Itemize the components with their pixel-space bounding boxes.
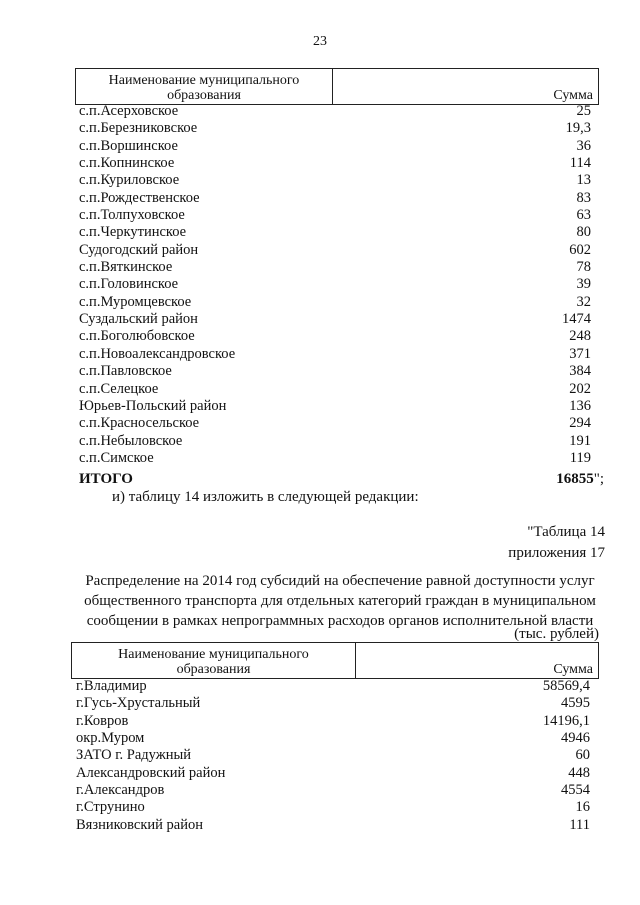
row-value: 4554 <box>561 782 590 799</box>
row-name: г.Ковров <box>76 712 129 729</box>
row-value: 1474 <box>562 311 591 328</box>
row-name: с.п.Рождественское <box>79 189 200 206</box>
table-row <box>79 155 591 172</box>
row-value: 384 <box>569 363 591 380</box>
table-row <box>79 276 591 293</box>
row-name: с.п.Воршинское <box>79 137 178 154</box>
row-name: с.п.Черкутинское <box>79 224 187 241</box>
table-row <box>76 799 590 816</box>
row-value: 32 <box>576 293 591 310</box>
table-row <box>79 381 591 398</box>
row-value: 4946 <box>561 730 590 747</box>
row-value: 448 <box>568 764 590 781</box>
table-row <box>76 730 590 747</box>
row-value: 63 <box>576 207 591 224</box>
row-value: 80 <box>576 224 591 241</box>
row-name: Юрьев-Польский район <box>79 397 227 414</box>
table-caption: Распределение на 2014 год субсидий на обеспечение равной доступности услуг общественного транспорта для отдельных категорий граждан в муниципальном сообщении в рамках непрограммных расходов органов исполнительной власти <box>84 573 596 629</box>
row-name: г.Владимир <box>76 678 147 694</box>
table2-header <box>71 642 599 679</box>
row-value: 294 <box>569 415 591 432</box>
table-row <box>76 817 590 834</box>
table-row <box>76 782 590 799</box>
row-name: с.п.Небыловское <box>79 432 183 449</box>
row-value: 4595 <box>561 695 590 712</box>
row-name: Судогодский район <box>79 241 199 258</box>
row-value: 78 <box>576 259 591 276</box>
row-name: окр.Муром <box>76 730 145 747</box>
row-value: 36 <box>576 137 591 154</box>
table-row <box>79 190 591 207</box>
row-value: 14196,1 <box>542 712 590 729</box>
row-value: 13 <box>576 172 591 189</box>
units-label: (тыс. рублей) <box>514 626 599 642</box>
row-name: с.п.Селецкое <box>79 380 159 397</box>
row-value: 19,3 <box>565 120 591 137</box>
row-name: г.Струнино <box>76 799 145 816</box>
row-name: с.п.Муромцевское <box>79 293 192 310</box>
table-row <box>76 765 590 782</box>
table-row <box>79 120 591 137</box>
table-ref-line2: приложения 17 <box>508 545 605 561</box>
table-row <box>79 450 591 467</box>
row-name: с.п.Березниковское <box>79 120 198 137</box>
table-row <box>79 363 591 380</box>
table-row <box>79 398 591 415</box>
table-row <box>76 747 590 764</box>
row-name: с.п.Головинское <box>79 276 179 293</box>
row-value: 111 <box>569 816 590 833</box>
row-name: с.п.Красносельское <box>79 415 200 432</box>
row-name: г.Александров <box>76 782 165 799</box>
table-row <box>79 328 591 345</box>
row-value: 602 <box>569 241 591 258</box>
row-name: Александровский район <box>76 764 226 781</box>
table-row <box>76 695 590 712</box>
row-name: с.п.Куриловское <box>79 172 180 189</box>
row-name: с.п.Копнинское <box>79 155 175 172</box>
row-name: с.п.Новоалександровское <box>79 345 236 362</box>
table-row <box>79 294 591 311</box>
row-value: 191 <box>569 432 591 449</box>
table-row <box>79 172 591 189</box>
table-row <box>79 259 591 276</box>
row-name: с.п.Вяткинское <box>79 259 173 276</box>
table-row <box>79 311 591 328</box>
row-value: 114 <box>569 155 591 172</box>
row-value: 58569,4 <box>542 678 590 694</box>
row-value: 248 <box>569 328 591 345</box>
intro-text: и) таблицу 14 изложить в следующей редакции: <box>112 489 419 505</box>
table-ref-line1: "Таблица 14 <box>527 524 605 540</box>
total-value: 16855"; <box>556 471 604 487</box>
table1-header-sum: Сумма <box>333 69 599 105</box>
table-row <box>76 713 590 730</box>
row-value: 119 <box>569 449 591 466</box>
row-name: Вязниковский район <box>76 816 203 833</box>
table-row <box>79 242 591 259</box>
row-name: с.п.Симское <box>79 449 154 466</box>
table-row <box>79 224 591 241</box>
row-name: ЗАТО г. Радужный <box>76 747 192 764</box>
total-label: ИТОГО <box>79 471 133 487</box>
row-value: 39 <box>576 276 591 293</box>
table1-body <box>79 103 591 467</box>
table2-header-sum: Сумма <box>356 643 599 679</box>
row-name: с.п.Асерховское <box>79 103 179 119</box>
row-name: г.Гусь-Хрустальный <box>76 695 201 712</box>
table-row <box>79 103 591 120</box>
table-row <box>76 678 590 695</box>
row-value: 25 <box>576 103 591 119</box>
table-row <box>79 346 591 363</box>
table1-header-name: Наименование муниципального образования <box>76 69 333 105</box>
row-name: с.п.Боголюбовское <box>79 328 195 345</box>
row-value: 371 <box>569 345 591 362</box>
row-value: 60 <box>575 747 590 764</box>
table1-header <box>75 68 599 105</box>
table2-body <box>76 678 590 834</box>
table2-header-name: Наименование муниципального образования <box>72 643 356 679</box>
table-row <box>79 138 591 155</box>
table-row <box>79 207 591 224</box>
row-value: 202 <box>569 380 591 397</box>
page-number: 23 <box>313 34 327 49</box>
table1-total-row <box>79 471 604 491</box>
row-value: 136 <box>569 397 591 414</box>
row-name: с.п.Толпуховское <box>79 207 185 224</box>
row-value: 16 <box>575 799 590 816</box>
table-row <box>79 433 591 450</box>
row-value: 83 <box>576 189 591 206</box>
row-name: с.п.Павловское <box>79 363 172 380</box>
table-row <box>79 415 591 432</box>
row-name: Суздальский район <box>79 311 198 328</box>
